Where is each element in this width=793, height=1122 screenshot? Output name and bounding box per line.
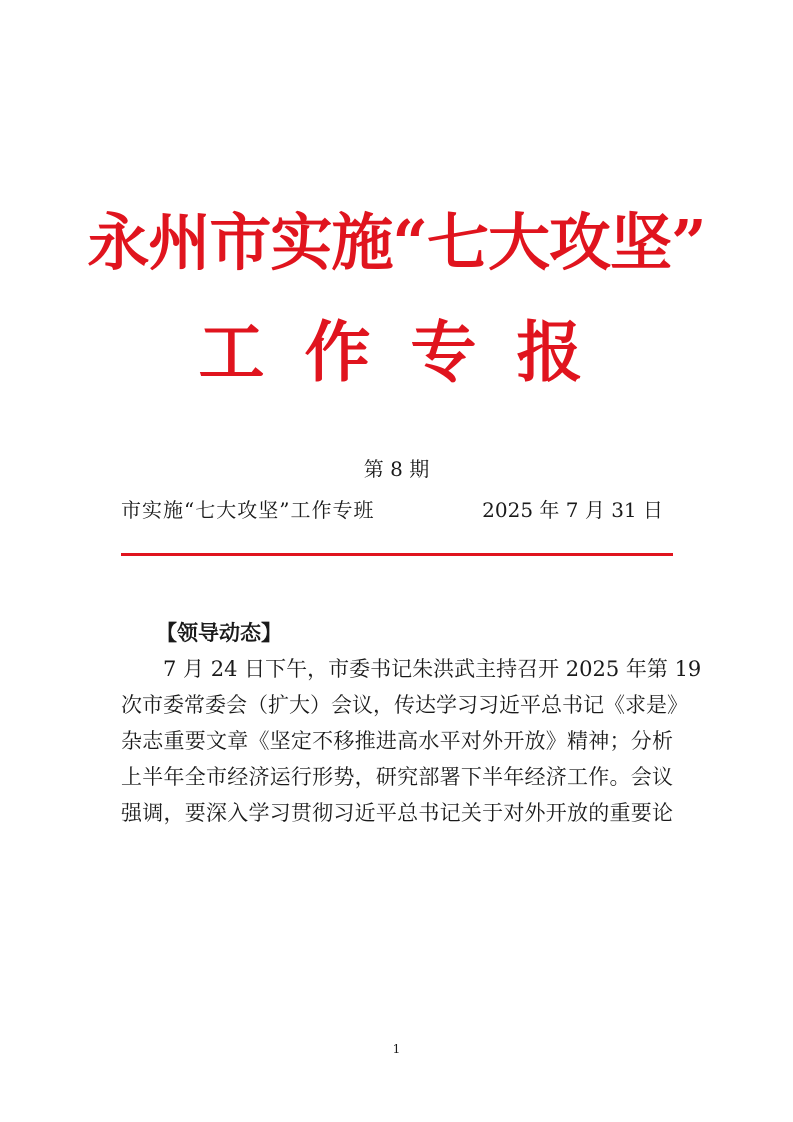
- paragraph-line: 上半年全市经济运行形势，研究部署下半年经济工作。会议: [121, 765, 673, 789]
- section-heading: 【领导动态】: [156, 621, 282, 645]
- paragraph-line: 强调，要深入学习贯彻习近平总书记关于对外开放的重要论: [121, 801, 673, 825]
- report-title-line1: 永州市实施“七大攻坚”: [87, 206, 706, 279]
- issuer-name: 市实施“七大攻坚”工作专班: [121, 498, 375, 522]
- body-paragraph: [121, 651, 702, 831]
- issue-date: 2025 年 7 月 31 日: [482, 498, 663, 522]
- issuer-date-row: [121, 495, 671, 525]
- paragraph-line: 次市委常委会（扩大）会议，传达学习习近平总书记《求是》: [121, 693, 688, 717]
- issue-number: 第 8 期: [363, 457, 430, 481]
- paragraph-line: 7 月 24 日下午，市委书记朱洪武主持召开 2025 年第 19: [163, 657, 702, 681]
- header-divider: [121, 553, 673, 556]
- page-number: 1: [392, 1042, 401, 1056]
- paragraph-line: 杂志重要文章《坚定不移推进高水平对外开放》精神；分析: [121, 729, 673, 753]
- report-title-line2: 工作专报: [198, 313, 623, 391]
